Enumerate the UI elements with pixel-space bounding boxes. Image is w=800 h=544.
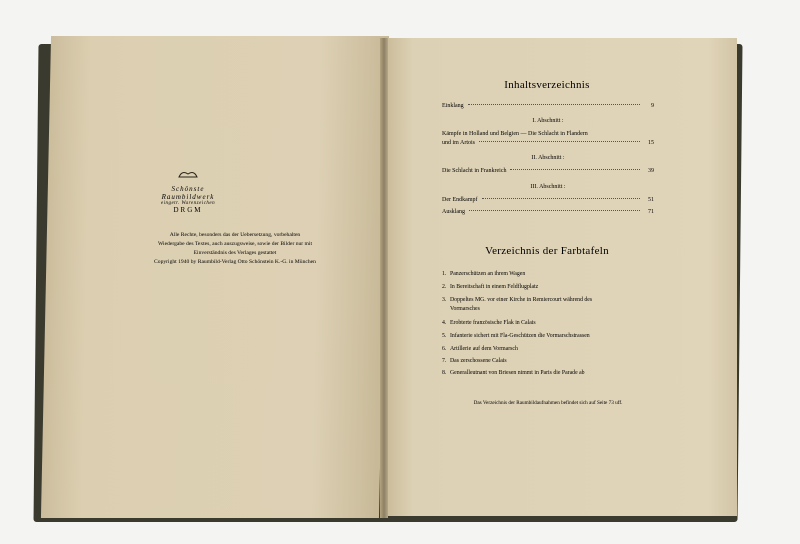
toc-entry-page: 39 — [648, 168, 654, 174]
toc-entry-label: Die Schlacht in Frankreich — [442, 168, 507, 174]
plate-item: 8. Generalleutnant von Briesen nimmt in Paris die Parade ab — [442, 370, 585, 376]
toc-title: Inhaltsverzeichnis — [504, 79, 590, 91]
copyright-notice — [124, 231, 346, 267]
toc-entry-page: 15 — [648, 140, 654, 146]
toc-entry-label: Der Endkampf — [442, 197, 478, 203]
toc-leader — [469, 210, 640, 211]
section-heading: III. Abschnitt : — [530, 184, 566, 190]
toc-entry — [442, 103, 654, 109]
imprint-line-4: DRGM — [173, 206, 203, 214]
toc-leader — [479, 141, 640, 142]
section-heading: I. Abschnitt : — [532, 118, 564, 124]
rights-line: Copyright 1940 by Raumbild-Verlag Otto Schönstein K.-G. in München — [154, 259, 316, 265]
plate-item: 4. Erobterte französische Flak in Calais — [442, 320, 536, 326]
plate-item: 6. Artillerie auf dem Vormarsch — [442, 346, 518, 352]
publisher-imprint — [128, 166, 248, 214]
publisher-logo-icon — [177, 169, 199, 179]
imprint-line-2: Raumbildwerk — [161, 193, 215, 201]
toc-entry — [442, 140, 654, 146]
toc-entry — [442, 209, 654, 215]
plate-item: 2. In Bereitschaft in einem Feldflugplatz — [442, 284, 539, 290]
toc-entry-page: 51 — [648, 197, 654, 203]
toc-entry — [442, 197, 654, 203]
plates-title: Verzeichnis der Farbtafeln — [485, 245, 609, 257]
plates-footnote: Das Verzeichnis der Raumbildaufnahmen befindet sich auf Seite 73 uff. — [473, 400, 623, 406]
toc-leader — [510, 169, 640, 170]
imprint-line-3: eingetr. Warenzeichen — [160, 201, 216, 206]
plate-item: Vormarsches — [450, 306, 480, 312]
toc-entry-page: 9 — [651, 103, 654, 109]
imprint-line-1: Schönste — [171, 185, 205, 193]
toc-entry-label: Einklang — [442, 103, 464, 109]
rights-line: Wiedergabe des Textes, auch auszugsweise, sowie der Bilder nur mit — [157, 241, 313, 247]
plate-item: 5. Infanterie sichert mit Fla-Geschützen die Vormarschstrassen — [442, 333, 590, 339]
toc-entry-label: Ausklang — [442, 209, 465, 215]
rights-line: Einverständnis des Verlages gestattet — [193, 250, 277, 256]
toc-leader — [468, 104, 640, 105]
toc-entry-page: 71 — [648, 209, 654, 215]
book-gutter — [380, 38, 388, 518]
toc-leader — [482, 198, 641, 199]
section-heading: II. Abschnitt : — [531, 155, 565, 161]
plate-item: 1. Panzerschützen an ihrem Wagen — [442, 271, 526, 277]
toc-entry-text: Kämpfe in Holland und Belgien — Die Schlacht in Flandern — [442, 131, 588, 137]
toc-entry — [442, 168, 654, 174]
plate-item: 7. Das zerschossene Calais — [442, 358, 507, 364]
plate-item: 3. Doppeltes MG. vor einer Kirche in Remiercourt während des — [442, 297, 593, 303]
toc-entry-label: und im Artois — [442, 140, 476, 146]
rights-line: Alle Rechte, besonders das der Uebersetzung, vorbehalten — [169, 232, 301, 238]
left-page — [41, 36, 389, 518]
